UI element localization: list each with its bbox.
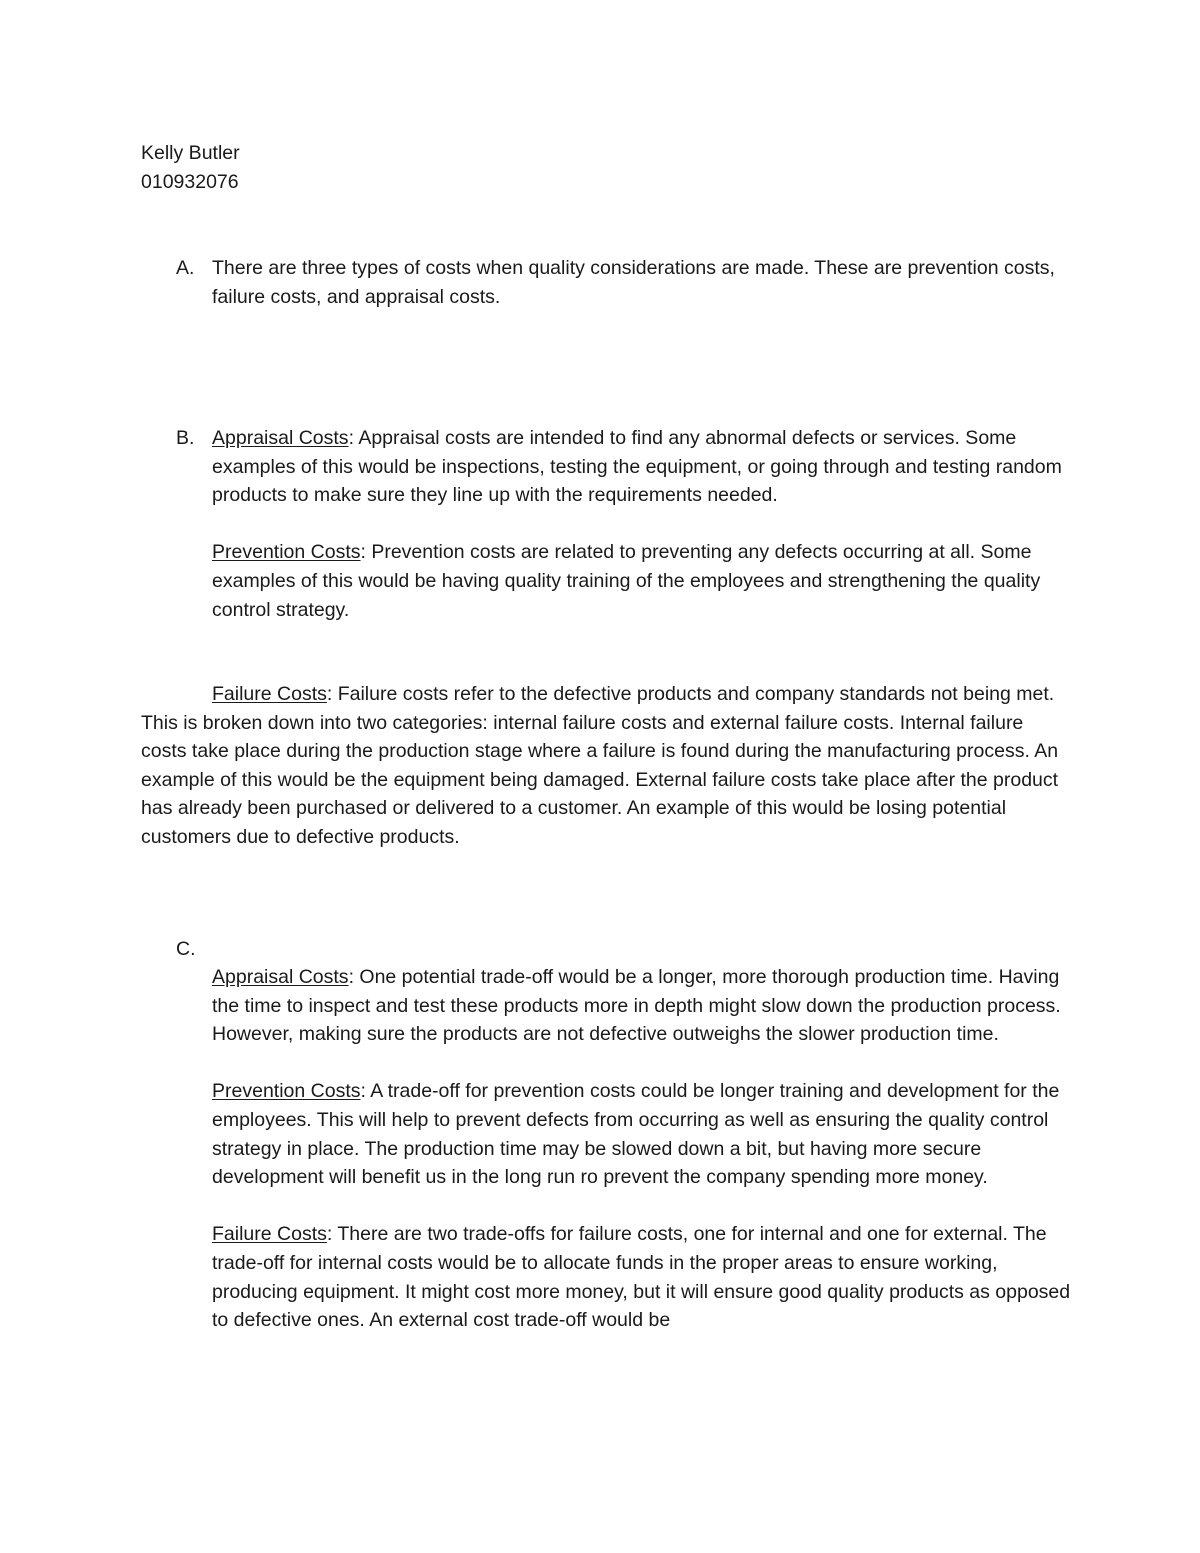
section-c-failure-paragraph xyxy=(212,1220,1072,1334)
section-c-failure-text: : There are two trade-offs for failure costs, one for internal and one for external. The trade-off for internal costs would be to allocate funds in the proper areas to ensure working, producing equipment. It might cost more money, but it will ensure good quality products as opposed to defective ones. An external cost trade-off would be xyxy=(212,1223,1071,1332)
section-b-appraisal-label: Appraisal Costs xyxy=(212,427,349,449)
section-a-text xyxy=(212,254,1072,311)
section-c-prevention-paragraph xyxy=(212,1077,1072,1191)
section-b-failure-text: : Failure costs refer to the defective products and company standards not being met. This is broken down into two categories: internal failure costs and external failure costs. Internal failure costs take place during the production stage where a failure is found during the manufacturing process. An example of this would be the equipment being damaged. External failure costs take place after the product has already been purchased or delivered to a customer. An example of this would be losing potential customers due to defective products. xyxy=(141,683,1059,848)
section-a-marker: A. xyxy=(176,257,195,279)
section-b-appraisal-text: : Appraisal costs are intended to find any abnormal defects or services. Some examples of this would be inspections, testing the equipment, or going through and testing random products to make sure they line up with the requirements needed. xyxy=(212,427,1062,507)
section-c-failure-label: Failure Costs xyxy=(212,1223,327,1246)
section-a-paragraph: There are three types of costs when quality considerations are made. These are prevention costs, failure costs, and appraisal costs. xyxy=(212,257,1055,308)
section-b-prevention-paragraph xyxy=(212,538,1072,624)
section-b-failure-label: Failure Costs xyxy=(212,683,327,705)
section-b-prevention-label: Prevention Costs xyxy=(212,541,361,564)
student-id: 010932076 xyxy=(141,171,239,193)
section-b-appraisal-paragraph xyxy=(212,424,1072,510)
section-c-appraisal-text: : One potential trade-off would be a longer, more thorough production time. Having the time to inspect and test these products more in depth might slow down the production process. However, making sure the products are not defective outweighs the slower production time. xyxy=(212,966,1061,1046)
section-c-marker: C. xyxy=(176,938,196,960)
section-c-appraisal-paragraph xyxy=(212,963,1072,1049)
section-b-failure-paragraph xyxy=(141,680,1061,852)
section-b-prevention-text: : Prevention costs are related to preventing any defects occurring at all. Some examples of this would be having quality training of the employees and strengthening the quality control strategy. xyxy=(212,541,1041,621)
author-name: Kelly Butler xyxy=(141,142,240,164)
section-c-appraisal-label: Appraisal Costs xyxy=(212,966,349,988)
section-b-content xyxy=(212,424,1072,624)
section-c-prevention-label: Prevention Costs xyxy=(212,1080,361,1103)
section-c-prevention-text: : A trade-off for prevention costs could be longer training and development for the employees. This will help to prevent defects from occurring as well as ensuring the quality control strategy in place. The production time may be slowed down a bit, but having more secure development will benefit us in the long run ro prevent the company spending more money. xyxy=(212,1080,1060,1189)
section-b-marker: B. xyxy=(176,427,195,449)
section-c-content xyxy=(212,963,1072,1335)
